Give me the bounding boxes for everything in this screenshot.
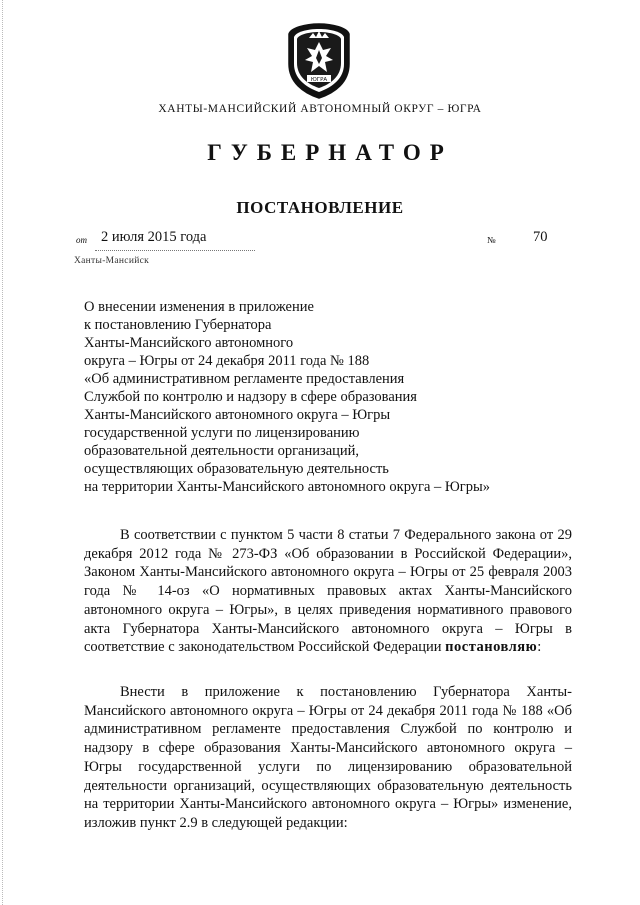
subject-line: осуществляющих образовательную деятельность	[84, 461, 389, 477]
scan-margin-line	[2, 0, 3, 905]
subject-line: Службой по контролю и надзору в сфере образования	[84, 389, 417, 405]
paragraph-1-text: В соответствии с пунктом 5 части 8 статьи 7 Федерального закона от 29 декабря 2012 года № 273-ФЗ «Об образовании в Российской Федерации», Законом Ханты-Мансийского автономного округа – Югры от 25 февраля 2003 года № 14-оз «О нормативных правовых актах Ханты-Мансийского автономного округа – Югры», в целях приведения нормативного правового акта Губернатора Ханты-Мансийского автономного округа – Югры в соответствие с законодательством Российской Федерации	[84, 527, 572, 656]
body-paragraph-2	[84, 683, 572, 833]
authority-title: ГУБЕРНАТОР	[207, 140, 453, 165]
subject-line: образовательной деятельности организаций,	[84, 443, 360, 459]
paragraph-1-resolution-word: постановляю	[445, 639, 538, 656]
subject-line: «Об административном регламенте предоставления	[84, 371, 405, 387]
document-date: 2 июля 2015 года	[101, 229, 207, 245]
emblem-text: ЮГРА	[310, 77, 328, 83]
subject-line: к постановлению Губернатора	[84, 317, 272, 333]
region-name: ХАНТЫ-МАНСИЙСКИЙ АВТОНОМНЫЙ ОКРУГ – ЮГРА	[158, 103, 482, 115]
paragraph-2-text: Внести в приложение к постановлению Губернатора Ханты-Мансийского автономного округа – Югры от 24 декабря 2011 года № 188 «Об административном регламенте предоставления Службой по контролю и надзору в сфере образования Ханты-Мансийского автономного округа – Югры государственной услуги по лицензированию образовательной деятельности организаций, осуществляющих образовательную деятельность на территории Ханты-Мансийского автономного округа – Югры» изменение, изложив пункт 2.9 в следующей редакции:	[84, 684, 572, 831]
subject-line: Ханты-Мансийского автономного округа – Югры	[84, 407, 391, 423]
coat-of-arms-icon	[285, 20, 353, 100]
document-type: ПОСТАНОВЛЕНИЕ	[236, 198, 404, 217]
subject-line: округа – Югры от 24 декабря 2011 года № 188	[84, 353, 370, 369]
subject-line: государственной услуги по лицензированию	[84, 425, 360, 441]
date-underline	[95, 250, 255, 251]
subject-line: Ханты-Мансийского автономного	[84, 335, 294, 351]
number-sign: №	[487, 235, 496, 245]
subject-line: О внесении изменения в приложение	[84, 299, 314, 315]
paragraph-1-end: :	[537, 639, 542, 656]
body-paragraph-1	[84, 526, 572, 657]
date-number-row	[0, 229, 640, 253]
document-subject	[84, 298, 564, 496]
date-prefix: от	[76, 235, 87, 245]
subject-line: на территории Ханты-Мансийского автономного округа – Югры»	[84, 479, 490, 495]
issue-city: Ханты-Мансийск	[74, 256, 150, 266]
document-number: 70	[533, 229, 548, 245]
